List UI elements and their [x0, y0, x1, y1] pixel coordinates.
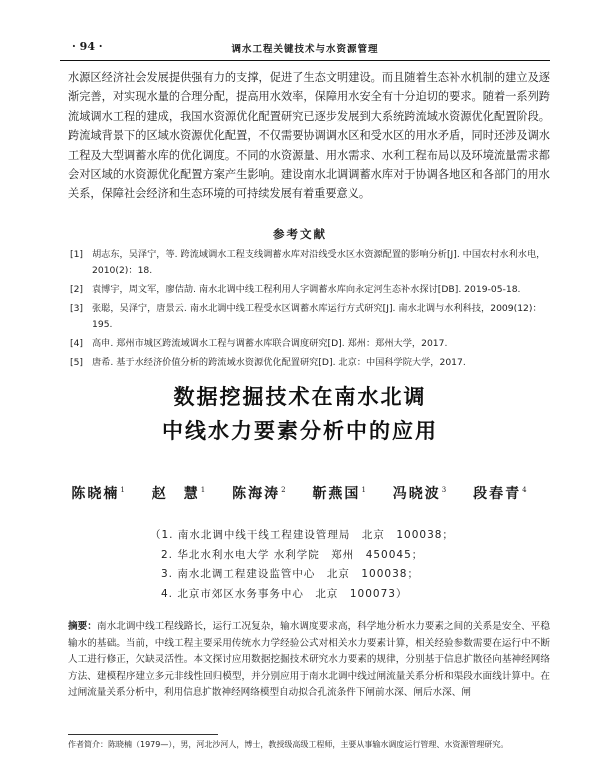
reference-item: [3] 张聪，吴泽宁，唐景云. 南水北调中线工程受水区调蓄水库运行方式研究[J]. 南水北调与水利科技，2009(12)：195.: [70, 303, 542, 330]
affiliation-line: （1. 南水北调中线干线工程建设管理局 北京 100038；: [150, 529, 454, 541]
abstract: [68, 619, 550, 702]
reference-item: [4] 高申. 郑州市城区跨流域调水工程与调蓄水库联合调度研究[D]. 郑州：郑州大学，2017.: [70, 338, 448, 349]
article-title-line1: 数据挖掘技术在南水北调: [173, 385, 427, 409]
affiliation-line: 3. 南水北调工程建设监管中心 北京 100038；: [161, 568, 419, 580]
references-title: 参考文献: [273, 227, 327, 241]
footnote-rule: [68, 734, 218, 735]
author-footnote: 作者简介：陈晓楠（1979—），男，河北沙河人，博士，教授级高级工程师，主要从事输水调度运行管理、水资源管理研究。: [68, 740, 509, 749]
article-title-line2: 中线水力要素分析中的应用: [162, 419, 438, 443]
author: 陈晓楠$^1$: [71, 486, 127, 502]
references-list: [70, 247, 550, 374]
abstract-text: 南水北调中线工程线路长，运行工况复杂，输水调度要求高，科学地分析水力要素之间的关系是安全、平稳输水的基础。当前，中线工程主要采用传统水力学经验公式对相关水力要素计算，相关经验参数需要在运行中不断人工进行修正，欠缺灵活性。本文探讨应用数据挖掘技术研究水力要素的规律，分别基于信息扩散径向基神经网络方法、建模程序建立多元非线性回归模型，并分别应用于南水北调中线过闸流量关系分析和渠段水面线计算中。在过闸流量关系分析中，利用信息扩散神经网络模型自动拟合孔流条件下闸前水深、闸后水深、闸: [68, 621, 551, 699]
header-rule: [60, 60, 550, 61]
reference-item: [5] 唐希. 基于水经济价值分析的跨流域水资源优化配置研究[D]. 北京：中国科学院大学，2017.: [70, 357, 466, 368]
running-header: [60, 40, 550, 58]
author-list: [0, 483, 600, 503]
affiliation-line: 2. 华北水利水电大学 水利学院 郑州 450045；: [161, 548, 424, 561]
reference-item: [1] 胡志东，吴泽宁，等. 跨流域调水工程支线调蓄水库对沿线受水区水资源配置的影响分析[J]. 中国农村水利水电，2010(2)：18.: [70, 249, 546, 276]
affiliation-line: 4. 北京市郊区水务事务中心 北京 100073）: [161, 587, 408, 600]
abstract-label: 摘要：: [68, 621, 97, 632]
article-title: [0, 380, 600, 448]
body-paragraph: 水源区经济社会发展提供强有力的支撑，促进了生态文明建设。而且随着生态补水机制的建立及逐渐完善，对实现水量的合理分配，提高用水效率，保障用水安全有十分迫切的要求。随着一系列跨流域调水工程的建成，我国水资源优化配置研究已逐步发展到大系统跨流域水资源优化配置阶段。跨流域背景下的区域水资源优化配置，不仅需要协调调水区和受水区的用水矛盾，同时还涉及调水工程及大型调蓄水库的优化调度。不同的水资源量、用水需求、水利工程布局以及环境流量需求都会对区域的水资源优化配置方案产生影响。建设南水北调调蓄水库对于协调各地区和各部门的用水关系，保障社会经济和生态环境的可持续发展有着重要意义。: [68, 71, 550, 201]
reference-item: [2] 袁博宇，周文军，廖佶劼. 南水北调中线工程利用人字调蓄水库向永定河生态补水探讨[DB]. 2019-05-18.: [70, 284, 521, 295]
author: 赵 慧$^1$: [151, 486, 208, 502]
author: 靳燕国$^1$: [312, 486, 368, 502]
author: 陈海涛$^2$: [232, 486, 288, 502]
affiliations: [150, 526, 454, 604]
page-number: · 94 ·: [72, 40, 103, 53]
journal-title: 调水工程关键技术与水资源管理: [231, 44, 379, 55]
author: 段春青$^4$: [473, 486, 529, 502]
author: 冯晓波$^3$: [392, 486, 449, 502]
